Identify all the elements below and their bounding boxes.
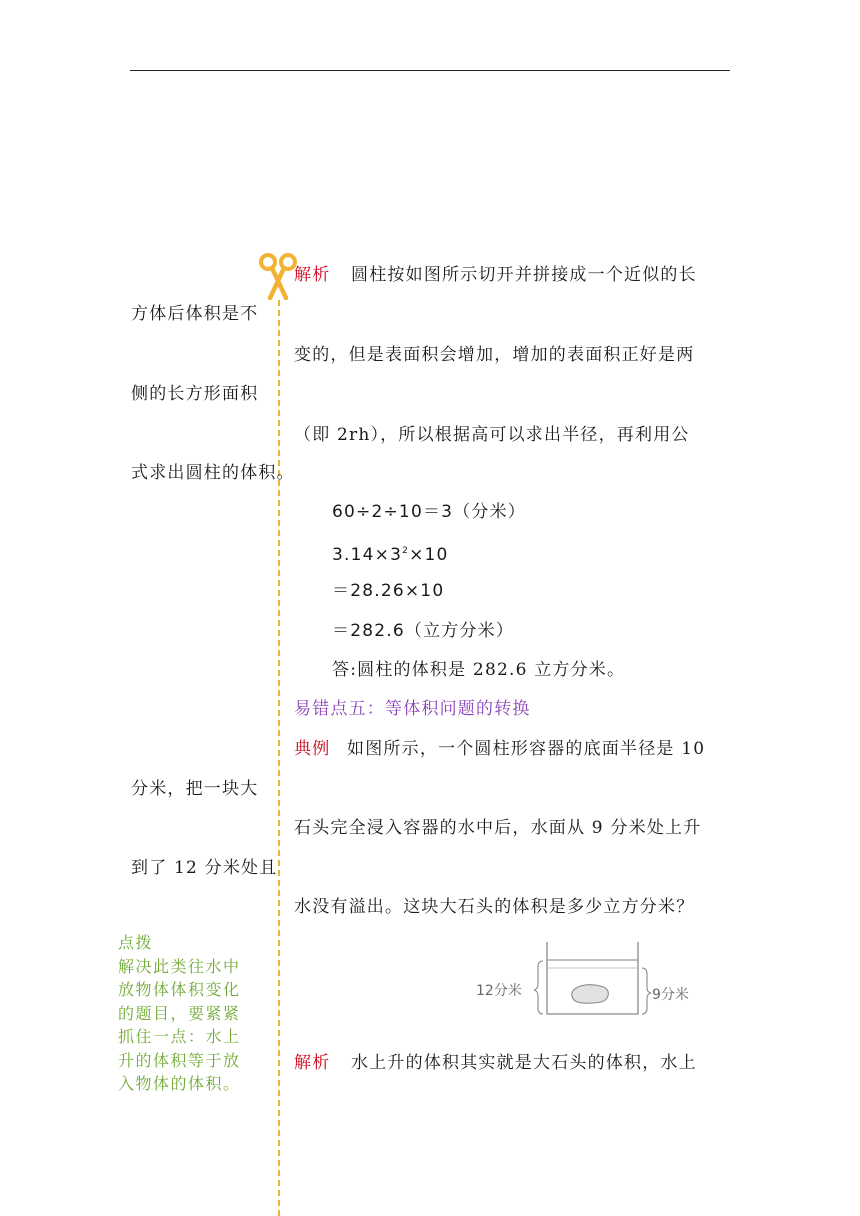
example-line1: 典例 如图所示，一个圆柱形容器的底面半径是 10 xyxy=(294,739,706,759)
container-figure xyxy=(470,940,710,1020)
analysis1-line4: 侧的长方形面积 xyxy=(131,384,259,404)
analysis1-line5: （即 2rh），所以根据高可以求出半径，再利用公 xyxy=(294,425,690,445)
example-line2: 分米，把一块大 xyxy=(131,779,259,799)
tip-line: 入物体的体积。 xyxy=(118,1074,241,1093)
calc-step4: ＝282.6（立方分米） xyxy=(332,621,515,641)
tip-title: 点拨 xyxy=(118,933,154,952)
analysis-label: 解析 xyxy=(294,265,331,285)
example-line3: 石头完全浸入容器的水中后，水面从 9 分米处上升 xyxy=(294,818,702,838)
tip-line: 解决此类往水中 xyxy=(118,956,241,976)
top-rule xyxy=(130,70,730,71)
section-title: 易错点五：等体积问题的转换 xyxy=(294,699,531,719)
scissors-icon xyxy=(258,252,298,300)
tip-line: 放物体体积变化 xyxy=(118,980,241,999)
example-label: 典例 xyxy=(294,739,331,759)
analysis1-line1: 解析 圆柱按如图所示切开并拼接成一个近似的长 xyxy=(294,265,697,285)
tip-line: 抓住一点：水上 xyxy=(118,1027,241,1046)
example-line4: 到了 12 分米处且 xyxy=(131,858,278,878)
figure-left-label: 12分米 xyxy=(476,983,522,999)
analysis-label: 解析 xyxy=(294,1053,331,1073)
analysis1-line6: 式求出圆柱的体积。 xyxy=(131,463,295,483)
tip-line: 升的体积等于放 xyxy=(118,1050,241,1070)
analysis1-line3: 变的，但是表面积会增加，增加的表面积正好是两 xyxy=(294,345,695,365)
calc-answer: 答:圆柱的体积是 282.6 立方分米。 xyxy=(332,660,626,680)
calc-step1: 60÷2÷10＝3（分米） xyxy=(332,502,526,522)
cut-line xyxy=(278,300,280,1216)
analysis2-line1: 解析 水上升的体积其实就是大石头的体积，水上 xyxy=(294,1053,697,1073)
example-line5: 水没有溢出。这块大石头的体积是多少立方分米？ xyxy=(294,897,695,917)
analysis1-line2: 方体后体积是不 xyxy=(131,304,259,324)
figure-right-label: 9分米 xyxy=(652,987,689,1003)
calc-step3: ＝28.26×10 xyxy=(332,581,445,601)
tip-box xyxy=(118,931,241,1096)
tip-line: 的题目，要紧紧 xyxy=(118,1003,241,1023)
calc-step2: $3.14\times 3^2\times 10$ xyxy=(332,545,449,565)
